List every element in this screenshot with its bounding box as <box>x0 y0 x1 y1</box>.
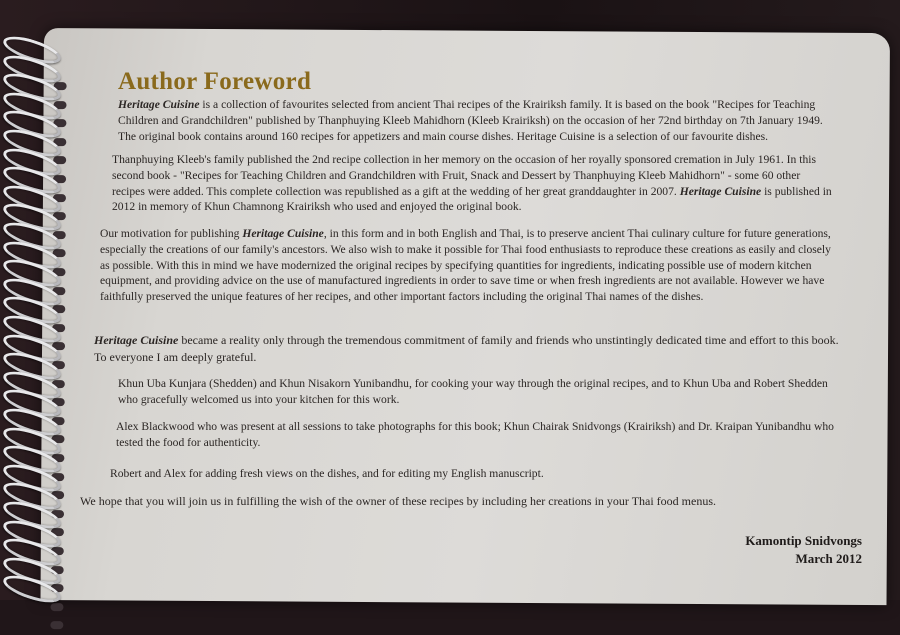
book-title: Heritage Cuisine <box>242 227 324 240</box>
paragraph-motivation <box>100 226 838 305</box>
paragraph-motivation-text: Our motivation for publishing <box>100 227 243 240</box>
paragraph-history-end: is published in 2012 in memory of Khun Chamnong Krairiksh who used and enjoyed the original book. <box>112 184 832 214</box>
page-title: Author Foreword <box>118 68 312 95</box>
book-title: Heritage Cuisine <box>94 333 179 347</box>
paragraph-acknowledgement <box>94 332 844 366</box>
punch-hole <box>50 603 63 611</box>
book-title: Heritage Cuisine <box>679 184 762 198</box>
thanks-editors: Robert and Alex for adding fresh views on the dishes, and for editing my English manuscript. <box>110 467 544 480</box>
thanks-cooks: Khun Uba Kunjara (Shedden) and Khun Nisakorn Yunibandhu, for cooking your way through the original recipes, and to Khun Uba and Robert Shedden who gracefully welcomed us into your kitchen for this work. <box>118 377 828 406</box>
paragraph-motivation-end: , in this form and in both English and Thai, is to preserve ancient Thai culinary culture for future generations, especially the creations of our family's ancestors. We also wish to make it possible for Thai food enthusiasts to reproduce these creations as easily and closely as possible. With this in mind we have modernized the original recipes by specifying quantities for ingredients, indicating possible use of modern kitchen equipment, and providing advice on the use of manufactured ingredients in order to save time or when fresh ingredients are not available. However we have faithfully preserved the unique features of her recipes, and other important factors including the original Thai names of the dishes. <box>100 227 831 304</box>
signature-date: March 2012 <box>795 551 862 566</box>
paragraph-history <box>112 152 834 215</box>
author-name: Kamontip Snidvongs <box>745 533 862 548</box>
paragraph-intro-text: is a collection of favourites selected from ancient Thai recipes of the Krairiksh family. It is based on the book "Recipes for Teaching Children and Grandchildren" published by Thanphuying Kleeb Mahidhorn (Kleeb Krairiksh) on the occasion of her 72nd birthday on 7th January 1949. The original book contains around 160 recipes for appetizers and main course dishes. Heritage Cuisine is a selection of our favourite dishes. <box>118 98 823 143</box>
signature-block <box>745 532 862 568</box>
closing-wish: We hope that you will join us in fulfilling the wish of the owner of these recipes by including her creations in your Thai food menus. <box>80 494 717 508</box>
thanks-photographer: Alex Blackwood who was present at all sessions to take photographs for this book; Khun Chairak Snidvongs (Krairiksh) and Dr. Kraipan Yunibandhu who tested the food for authenticity. <box>116 420 834 449</box>
book-title: Heritage Cuisine <box>118 98 200 111</box>
paragraph-acknowledgement-text: became a reality only through the tremendous commitment of family and friends who unstintingly dedicated time and effort to this book. To everyone I am deeply grateful. <box>94 333 839 364</box>
punch-hole <box>50 621 63 629</box>
paragraph-history-text: Thanphuying Kleeb's family published the 2nd recipe collection in her memory on the occasion of her royally sponsored cremation in July 1961. In this second book - "Recipes for Teaching Children and Grandchildren with Fruit, Snack and Dessert by Thanphuying Kleeb Mahidhorn" - some 60 other recipes were added. This complete collection was republished as a gift at the wedding of her great granddaughter in 2007. <box>112 153 816 198</box>
paragraph-intro <box>118 97 833 144</box>
